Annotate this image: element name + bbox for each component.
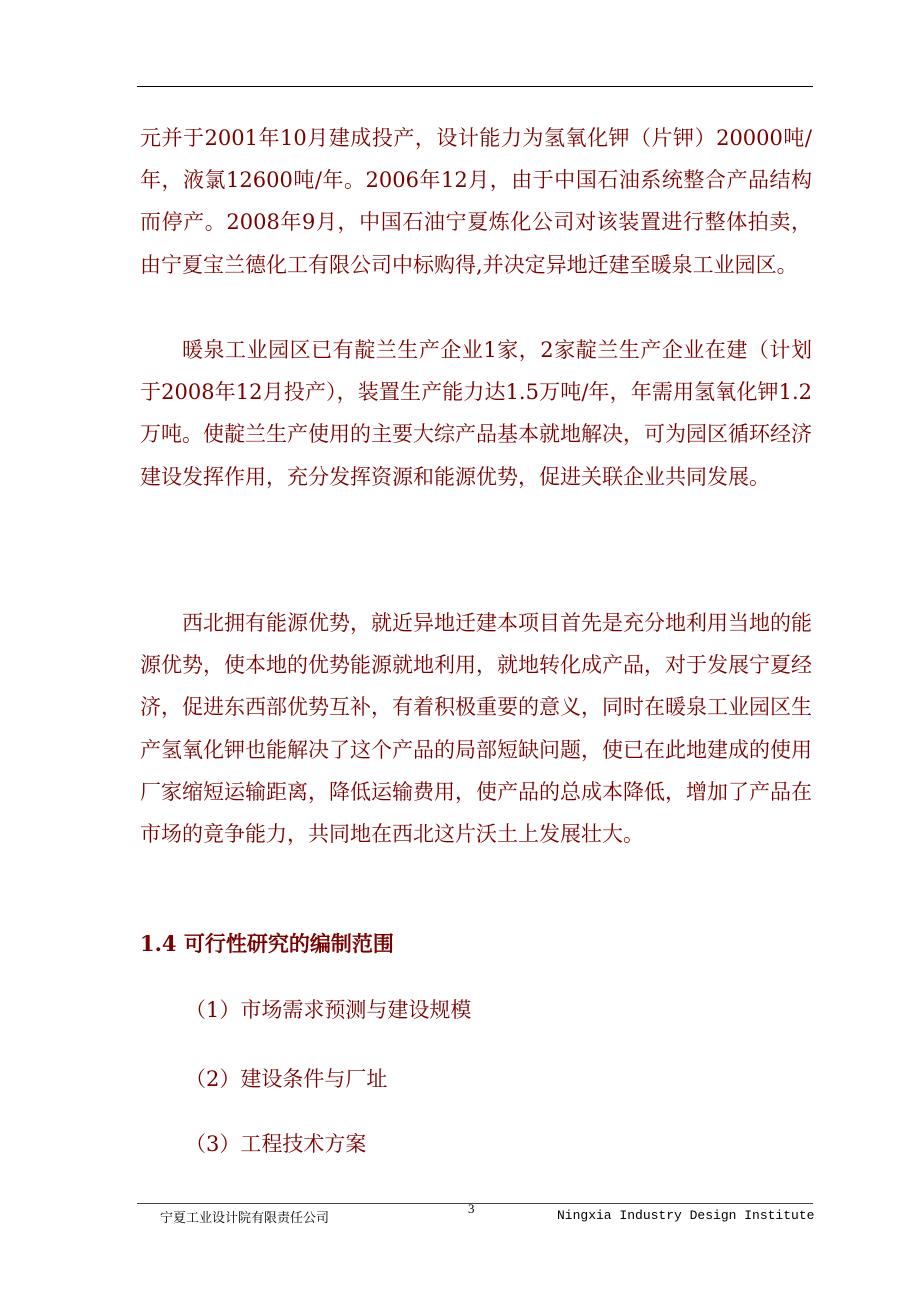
footer-rule: [137, 1203, 813, 1204]
scope-item-2: （2）建设条件与厂址: [185, 1067, 388, 1091]
section-heading: 1.4 可行性研究的编制范围: [140, 931, 394, 956]
footer-institute-name: Ningxia Industry Design Institute: [557, 1208, 815, 1223]
paragraph-3: 西北拥有能源优势，就近异地迁建本项目首先是充分地利用当地的能源优势，使本地的优势能源就地利用，就地转化成产品，对于发展宁夏经济，促进东西部优势互补，有着积极重要的意义，同时在暖泉工业园区生产氢氧化钾也能解决了这个产品的局部短缺问题，使已在此地建成的使用厂家缩短运输距离，降低运输费用，使产品的总成本降低，增加了产品在市场的竟争能力，共同地在西北这片沃土上发展壮大。: [140, 611, 812, 847]
footer-company-name: 宁夏工业设计院有限责任公司: [160, 1211, 330, 1226]
paragraph-1: 元并于2001年10月建成投产，设计能力为氢氧化钾（片钾）20000吨/年，液氯12600吨/年。2006年12月，由于中国石油系统整合产品结构而停产。2008年9月，中国石油宁夏炼化公司对该装置进行整体拍卖，由宁夏宝兰德化工有限公司中标购得,并决定异地迁建至暖泉工业园区。: [140, 126, 812, 277]
scope-item-1: （1）市场需求预测与建设规模: [185, 998, 472, 1022]
paragraph-2: 暖泉工业园区已有靛兰生产企业1家，2家靛兰生产企业在建（计划于2008年12月投产），装置生产能力达1.5万吨/年，年需用氢氧化钾1.2万吨。使靛兰生产使用的主要大综产品基本就地解决，可为园区循环经济建设发挥作用，充分发挥资源和能源优势，促进关联企业共同发展。: [140, 338, 812, 489]
header-rule: [137, 86, 813, 87]
scope-item-3: （3）工程技术方案: [185, 1132, 367, 1156]
page-number: 3: [468, 1201, 475, 1216]
